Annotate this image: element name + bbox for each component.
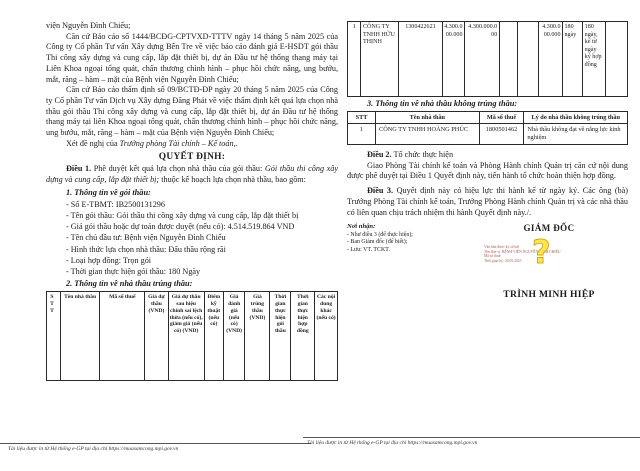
list-item: - Thời gian thực hiện gói thầu: 180 Ngày — [66, 267, 201, 277]
recital-2: Căn cứ Báo cáo thẩm định số 09/BCTĐ-ĐP ngày 20 tháng 5 năm 2025 của Công ty Cổ phần Tư vấn Dịch vụ Xây dựng Đăng Phát về việc thẩm định kết quả lựa chọn nhà thầu gói thầu Thi công xây dựng và cung cấp, lắp đặt thiết bị, dự án Đầu tư hệ thống thang máy tại liên Khoa ngoại tổng quát, chấn thương chỉnh hình – phục hồi chức năng, ung bướu, mắt, răng – hàm – mặt của Bệnh viện Nguyễn Đình Chiểu; — [46, 85, 338, 138]
signature-line: Tên đơn vị: BỆNH VIỆN NGUYỄN ĐÌNH CHIỂU — [484, 249, 561, 254]
list-item: - Tên chủ đầu tư: Bệnh viện Nguyễn Đình Chiểu — [66, 233, 226, 243]
proposal-post: ,. — [233, 138, 238, 148]
signature-validity-unknown-icon: ? — [532, 233, 551, 272]
col-ten-nha-thau: Tên nhà thầu — [376, 112, 480, 124]
proposal-role: Trưởng phòng Tài chính – Kế toán — [119, 138, 234, 148]
cell-gia-trung-thau: 4.300.000.000 — [538, 22, 562, 97]
article-3 — [347, 186, 628, 218]
page-1 — [46, 21, 338, 381]
cell-thoi-gian-goi-thau: 180 ngày — [563, 22, 583, 97]
recital-proposal — [46, 139, 338, 150]
col-ly-do: Lý do nhà thầu không trúng thầu — [524, 112, 628, 124]
col-diem-ky-thuat: Điểm kỹ thuật (nếu có) — [204, 292, 223, 381]
winner-table-row — [347, 21, 628, 97]
winner-table-header — [46, 291, 338, 381]
signature-line: Mã số thuế: — [484, 254, 502, 259]
signature-line: Thời gian ký: 20.05.2025 — [484, 259, 522, 263]
page-2 — [347, 21, 628, 300]
col-thoi-gian-goi-thau: Thời gian thực hiện gói thầu — [270, 292, 291, 381]
page-1-footer — [0, 443, 311, 453]
col-ma-so-thue: Mã số thuế — [100, 292, 145, 381]
cell-stt: 1 — [348, 22, 361, 97]
package-info-list — [46, 199, 338, 277]
list-item: - Hình thức lựa chọn nhà thầu: Đấu thầu rộng rãi — [66, 244, 226, 254]
cell-gia-sau-hieu-chinh: 4.300.000.000 — [465, 22, 500, 97]
article-1 — [46, 164, 338, 185]
cell-ly-do: Nhà thầu không đạt về năng lực kinh nghiệm — [524, 124, 628, 145]
digital-signature-stamp — [470, 233, 628, 287]
list-item: - Loại hợp đồng: Trọn gói — [66, 255, 152, 265]
page-2-footer — [303, 437, 640, 447]
col-thoi-gian-hop-dong: Thời gian thực hiện hợp đồng — [291, 292, 315, 381]
list-item: - Số E-TBMT: IB2500131296 — [66, 199, 165, 209]
col-gia-trung-thau: Giá trúng thầu (VND) — [245, 292, 270, 381]
decision-heading: QUYẾT ĐỊNH: — [158, 152, 226, 163]
cell-thoi-gian-hop-dong: 180 ngày, kể từ ngày ký hợp đồng — [583, 22, 606, 97]
recital-1: Căn cứ Báo cáo số 1444/BCĐG-CPTVXD-TTTV ngày 14 tháng 5 năm 2025 của Công ty Cổ phần Tư vấn Xây dựng Bến Tre về việc báo cáo đánh giá E-HSDT gói thầu Thi công xây dựng và cung cấp, lắp đặt thiết bị, dự án Đầu tư hệ thống thang máy tại Liên Khoa ngoại tổng quát, chấn thương chỉnh hình – phục hồi chức năng, ung bướu, mắt, răng – hàm – mặt của Bệnh viện Nguyễn Đình Chiểu; — [46, 31, 338, 84]
col-ten-nha-thau: Tên nhà thầu — [60, 292, 99, 381]
section-3-title: 3. Thông tin về nhà thầu không trúng thầu: — [367, 99, 518, 108]
proposal-pre: Xét đề nghị của — [66, 138, 120, 148]
recipient-item: - Như điều 3 (để thực hiện); — [347, 231, 413, 238]
recipients-block — [347, 223, 467, 300]
cell-ten-nha-thau: CÔNG TY TNHH HỮU THỊNH — [361, 22, 399, 97]
article-3-body: Quyết định này có hiệu lực thi hành kể từ ngày ký. Các ông (bà) Trưởng Phòng Tài chính kế toán, Trưởng Phòng Hành chính Quản trị và các nhà thầu có liên quan chịu trách nhiệm thi hành Quyết định này./. — [347, 186, 629, 217]
col-noi-dung-khac: Các nội dung khác (nếu có) — [315, 292, 338, 381]
paragraph-continuation: viện Nguyễn Đình Chiểu; — [46, 21, 131, 30]
cell-stt: 1 — [348, 124, 376, 145]
footer-text: Tài liệu được in từ Hệ thống e-GP tại địa chỉ https://muasamcong.mpi.gov.vn — [8, 446, 179, 452]
cell-ma-so-thue: 1800501462 — [479, 124, 524, 145]
cell-ten-nha-thau: CÔNG TY TNHH HOÀNG PHÚC — [376, 124, 480, 145]
recipient-item: - Lưu: VT. TCKT. — [347, 246, 390, 253]
col-gia-du-thau: Giá dự thầu (VND) — [145, 292, 168, 381]
article-1-package-name: Gói thầu thi công xây dựng và cung cấp, lắp đặt thiết bị; — [46, 164, 338, 185]
col-stt: STT — [348, 112, 376, 124]
signer-name: TRÌNH MINH HIỆP — [503, 289, 595, 301]
col-gia-danh-gia: Giá đánh giá (nếu có) (VND) — [223, 292, 245, 381]
unsuccessful-bidder-table — [347, 111, 628, 145]
article-1-text: Phê duyệt kết quả lựa chọn nhà thầu của gói thầu: — [91, 164, 265, 174]
col-gia-du-thau-sau-hieu-chinh: Giá dự thầu sau hiệu chỉnh sai lệch thừa (nếu có), giảm giá (nếu có) (VND) — [168, 292, 204, 381]
list-item: - Tên gói thầu: Gói thầu thi công xây dựng và cung cấp, lắp đặt thiết bị — [66, 211, 299, 221]
table-header-row — [348, 112, 628, 124]
table-header-row — [47, 292, 338, 381]
article-2-label: Điều 2. — [367, 150, 392, 159]
article-1-text-2: thuộc kế hoạch lựa chọn nhà thầu, bao gồm: — [159, 175, 306, 185]
signature-line: Văn bản được ký số bởi — [484, 245, 520, 250]
table-row — [348, 124, 628, 145]
cell-gia-du-thau: 4.300.000.000 — [442, 22, 464, 97]
section-2-title: 2. Thông tin về nhà thầu trúng thầu: — [66, 279, 193, 289]
article-3-label: Điều 3. — [367, 186, 394, 196]
footer-text: Tài liệu được in từ Hệ thống e-GP tại địa chỉ https://muasamcong.mpi.gov.vn — [307, 440, 478, 446]
col-ma-so-thue: Mã số thuế — [479, 112, 524, 124]
section-1-title: 1. Thông tin về gói thầu: — [66, 187, 151, 197]
col-stt: STT — [47, 292, 61, 381]
article-2-title: Tổ chức thực hiện — [391, 150, 454, 159]
list-item: - Giá gói thầu hoặc dự toán được duyệt (nếu có): 4.514.519.864 VND — [66, 222, 295, 232]
cell-gia-danh-gia — [518, 22, 539, 97]
recipients-label: Nơi nhận: — [347, 223, 376, 231]
cell-ma-so-thue: 1300422621 — [399, 22, 442, 97]
recipient-item: - Ban Giám đốc (để biết); — [347, 239, 408, 246]
cell-diem-ky-thuat — [499, 22, 517, 97]
article-2-body: Giao Phòng Tài chính kế toán và Phòng Hành chính Quản trị căn cứ nội dung được phê duyệt tại Điều 1 Quyết định này, tiến hành tổ chức hoàn thiện hợp đồng. — [347, 160, 628, 181]
signer-title: GIÁM ĐỐC — [523, 223, 575, 234]
signer-block — [470, 223, 628, 300]
table-row — [348, 22, 628, 97]
cell-noi-dung-khac — [606, 22, 628, 97]
article-2-heading — [347, 150, 628, 161]
signature-details — [484, 245, 628, 263]
article-1-label: Điều 1. — [66, 164, 92, 174]
signature-block — [347, 223, 628, 300]
